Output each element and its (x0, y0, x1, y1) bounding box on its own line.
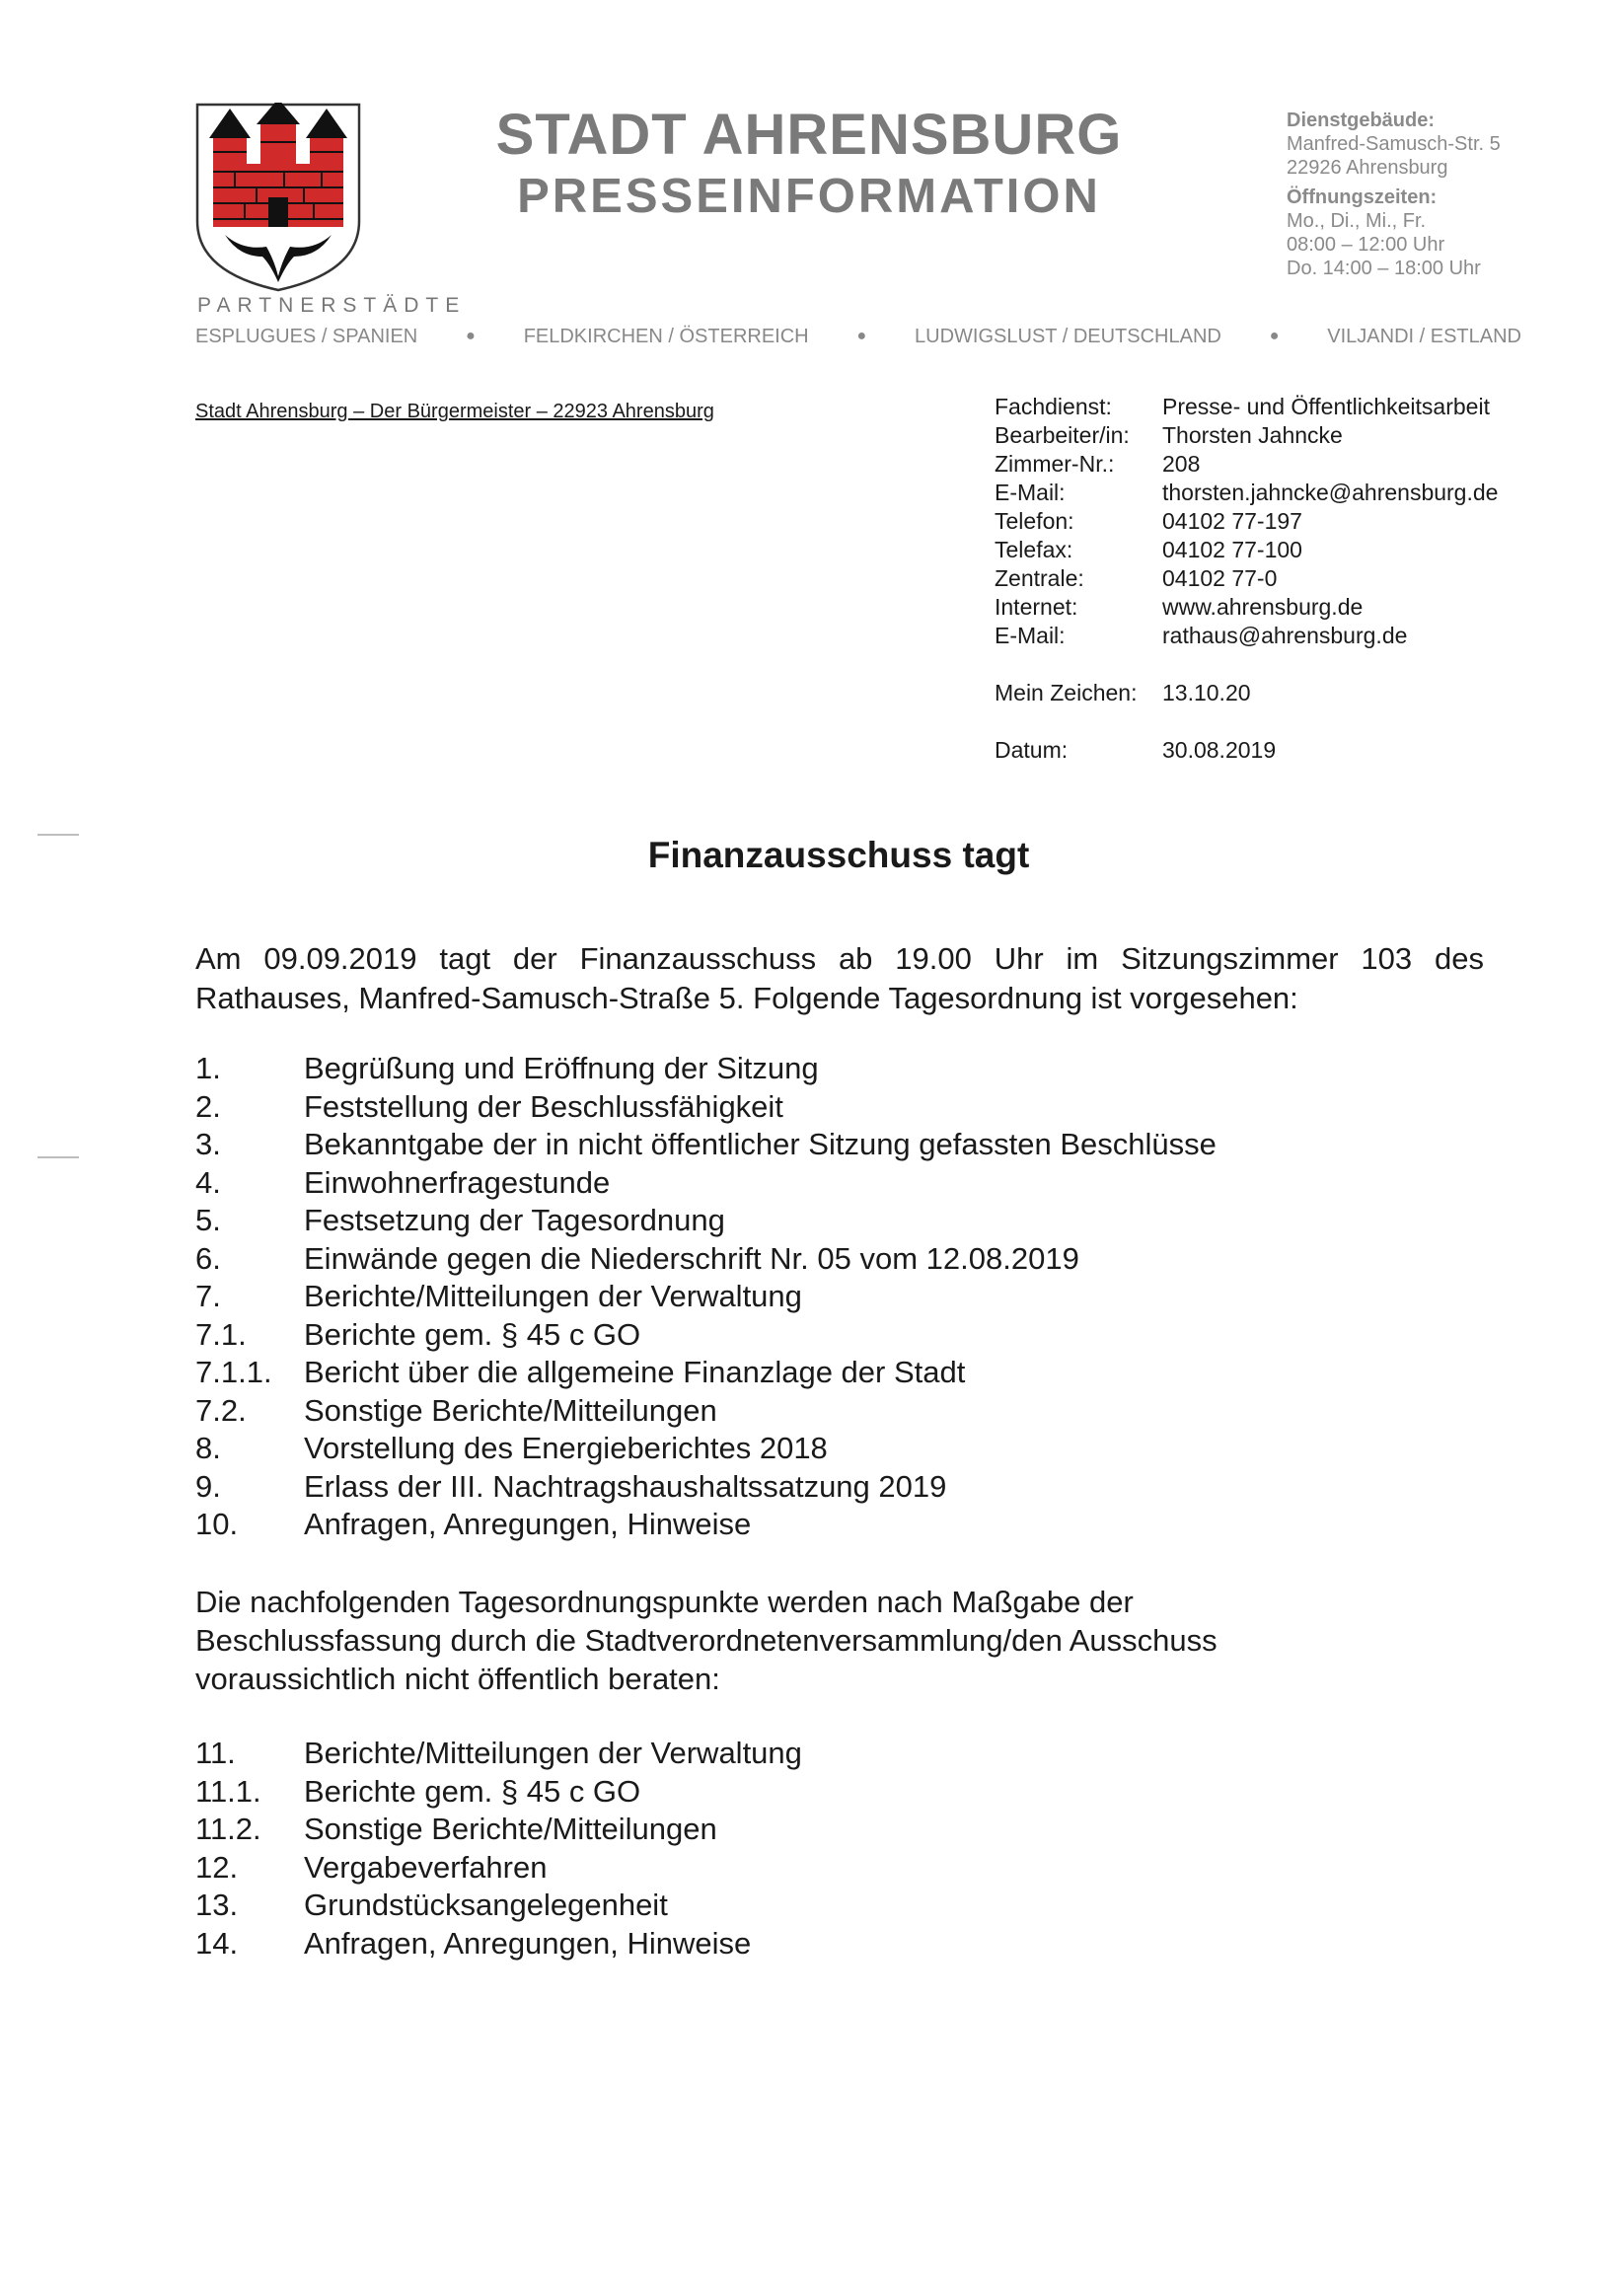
agenda-number: 2. (195, 1088, 221, 1124)
agenda-item (195, 1202, 1217, 1240)
agenda-text: Grundstücksangelegenheit (304, 1888, 668, 1922)
agenda-number: 9. (195, 1468, 221, 1504)
hours-days: Mo., Di., Mi., Fr. (1287, 210, 1427, 232)
contact-label: Internet: (995, 594, 1078, 620)
agenda-item (195, 1773, 802, 1812)
agenda-item (195, 1316, 1217, 1355)
agenda-text: Bericht über die allgemeine Finanzlage der Stadt (304, 1355, 966, 1389)
separator-dot: ● (466, 328, 476, 344)
agenda-item (195, 1811, 802, 1849)
agenda-number: 8. (195, 1431, 221, 1465)
agenda-number: 10. (195, 1507, 239, 1541)
agenda-item (195, 1354, 1217, 1392)
town-crest-icon (195, 103, 361, 292)
partner-city: LUDWIGSLUST / DEUTSCHLAND (915, 326, 1221, 347)
non-public-intro: Die nachfolgenden Tagesordnungspunkte werden nach Maßgabe der Beschlussfassung durch die Stadtverordnetenversammlung/den Ausschuss voraussichtlich nicht öffentlich beraten: (195, 1585, 1218, 1696)
contact-label: Bearbeiter/in: (995, 422, 1130, 448)
reference-label: Mein Zeichen: (995, 680, 1138, 705)
hours-label: Öffnungszeiten: (1287, 186, 1438, 208)
intro-paragraph: Am 09.09.2019 tagt der Finanzausschuss ab 19.00 Uhr im Sitzungszimmer 103 des Rathauses, Manfred-Samusch-Straße 5. Folgende Tagesordnung ist vorgesehen: (195, 941, 1484, 1015)
contact-label: Zimmer-Nr.: (995, 451, 1115, 477)
contact-label: Telefax: (995, 537, 1073, 562)
partner-label: PARTNERSTÄDTE (197, 294, 467, 317)
agenda-number: 7.2. (195, 1392, 247, 1428)
agenda-item (195, 1240, 1217, 1279)
contact-email[interactable]: thorsten.jahncke@ahrensburg.de (1162, 480, 1499, 505)
contact-row (995, 507, 1498, 536)
contact-label: E-Mail: (995, 480, 1066, 505)
office-street: Manfred-Samusch-Str. 5 (1287, 133, 1501, 155)
contact-label: Telefon: (995, 508, 1074, 534)
partner-city: VILJANDI / ESTLAND (1327, 326, 1521, 347)
agenda-item (195, 1925, 802, 1963)
date-label: Datum: (995, 737, 1069, 763)
separator-dot: ● (1269, 328, 1280, 344)
reference-row (995, 679, 1498, 707)
agenda-number: 12. (195, 1849, 239, 1885)
agenda-text: Vorstellung des Energieberichtes 2018 (304, 1431, 828, 1465)
agenda-text: Begrüßung und Eröffnung der Sitzung (304, 1051, 819, 1085)
contact-row (995, 593, 1498, 622)
agenda-text: Anfragen, Anregungen, Hinweise (304, 1925, 752, 1961)
agenda-non-public (195, 1735, 802, 1963)
agenda-text: Bekanntgabe der in nicht öffentlicher Sitzung gefassten Beschlüsse (304, 1127, 1217, 1161)
partner-city: FELDKIRCHEN / ÖSTERREICH (523, 326, 809, 347)
partner-cities (195, 326, 1521, 348)
agenda-text: Feststellung der Beschlussfähigkeit (304, 1088, 783, 1124)
contact-row (995, 536, 1498, 564)
partner-city: ESPLUGUES / SPANIEN (195, 326, 418, 347)
agenda-number: 5. (195, 1203, 221, 1237)
agenda-number: 14. (195, 1925, 239, 1961)
agenda-text: Sonstige Berichte/Mitteilungen (304, 1812, 717, 1846)
agenda-text: Berichte/Mitteilungen der Verwaltung (304, 1279, 802, 1313)
contact-value: 208 (1162, 451, 1201, 477)
contact-value: Presse- und Öffentlichkeitsarbeit (1162, 394, 1490, 419)
date-row (995, 736, 1498, 765)
agenda-item (195, 1506, 1217, 1544)
agenda-number: 13. (195, 1888, 239, 1922)
agenda-number: 7. (195, 1279, 221, 1313)
contact-value: 04102 77-100 (1162, 537, 1302, 562)
agenda-number: 4. (195, 1164, 221, 1200)
agenda-number: 6. (195, 1240, 221, 1276)
agenda-item (195, 1887, 802, 1925)
separator-dot: ● (856, 328, 867, 344)
agenda-text: Sonstige Berichte/Mitteilungen (304, 1392, 717, 1428)
agenda-item (195, 1278, 1217, 1316)
agenda-item (195, 1392, 1217, 1431)
agenda-number: 11.2. (195, 1812, 261, 1846)
agenda-number: 7.1. (195, 1316, 247, 1352)
agenda-text: Berichte gem. § 45 c GO (304, 1316, 641, 1352)
building-label: Dienstgebäude: (1287, 110, 1436, 131)
fold-mark (37, 1156, 79, 1158)
agenda-number: 7.1.1. (195, 1355, 272, 1389)
agenda-text: Festsetzung der Tagesordnung (304, 1203, 725, 1237)
contact-email[interactable]: rathaus@ahrensburg.de (1162, 623, 1408, 648)
agenda-item (195, 1430, 1217, 1468)
agenda-number: 3. (195, 1127, 221, 1161)
contact-website[interactable]: www.ahrensburg.de (1162, 594, 1364, 620)
agenda-text: Einwohnerfragestunde (304, 1164, 611, 1200)
city-name: STADT AHRENSBURG (495, 103, 1123, 167)
agenda-text: Einwände gegen die Niederschrift Nr. 05 vom 12.08.2019 (304, 1240, 1079, 1276)
agenda-item (195, 1050, 1217, 1088)
contact-value: 04102 77-197 (1162, 508, 1302, 534)
contact-value: Thorsten Jahncke (1162, 422, 1343, 448)
document-type: PRESSEINFORMATION (517, 170, 1101, 223)
agenda-public (195, 1050, 1217, 1544)
letterhead-title (414, 103, 1204, 225)
contact-label: E-Mail: (995, 623, 1066, 648)
contact-label: Zentrale: (995, 565, 1084, 591)
agenda-item (195, 1468, 1217, 1507)
office-city: 22926 Ahrensburg (1287, 157, 1448, 179)
agenda-number: 1. (195, 1051, 221, 1085)
sender-line: Stadt Ahrensburg – Der Bürgermeister – 22923 Ahrensburg (195, 401, 714, 422)
agenda-item (195, 1849, 802, 1888)
contact-row (995, 479, 1498, 507)
agenda-text: Erlass der III. Nachtragshaushaltssatzung 2019 (304, 1468, 947, 1504)
agenda-item (195, 1735, 802, 1773)
agenda-number: 11.1. (195, 1773, 261, 1809)
agenda-number: 11. (195, 1736, 236, 1770)
reference-value: 13.10.20 (1162, 680, 1251, 705)
agenda-text: Anfragen, Anregungen, Hinweise (304, 1507, 752, 1541)
press-headline: Finanzausschuss tagt (647, 835, 1030, 875)
agenda-text: Berichte/Mitteilungen der Verwaltung (304, 1736, 802, 1770)
agenda-item (195, 1088, 1217, 1127)
contact-row (995, 450, 1498, 479)
hours-morning: 08:00 – 12:00 Uhr (1287, 234, 1445, 256)
contact-row (995, 393, 1498, 421)
date-value: 30.08.2019 (1162, 737, 1277, 763)
agenda-text: Berichte gem. § 45 c GO (304, 1773, 641, 1809)
agenda-text: Vergabeverfahren (304, 1849, 548, 1885)
contact-row (995, 622, 1498, 650)
agenda-item (195, 1164, 1217, 1203)
hours-thursday: Do. 14:00 – 18:00 Uhr (1287, 258, 1481, 279)
contact-value: 04102 77-0 (1162, 565, 1278, 591)
contact-row (995, 564, 1498, 593)
agenda-item (195, 1126, 1217, 1164)
contact-block (995, 393, 1498, 765)
contact-row (995, 421, 1498, 450)
contact-label: Fachdienst: (995, 394, 1112, 419)
office-info (1287, 109, 1501, 280)
